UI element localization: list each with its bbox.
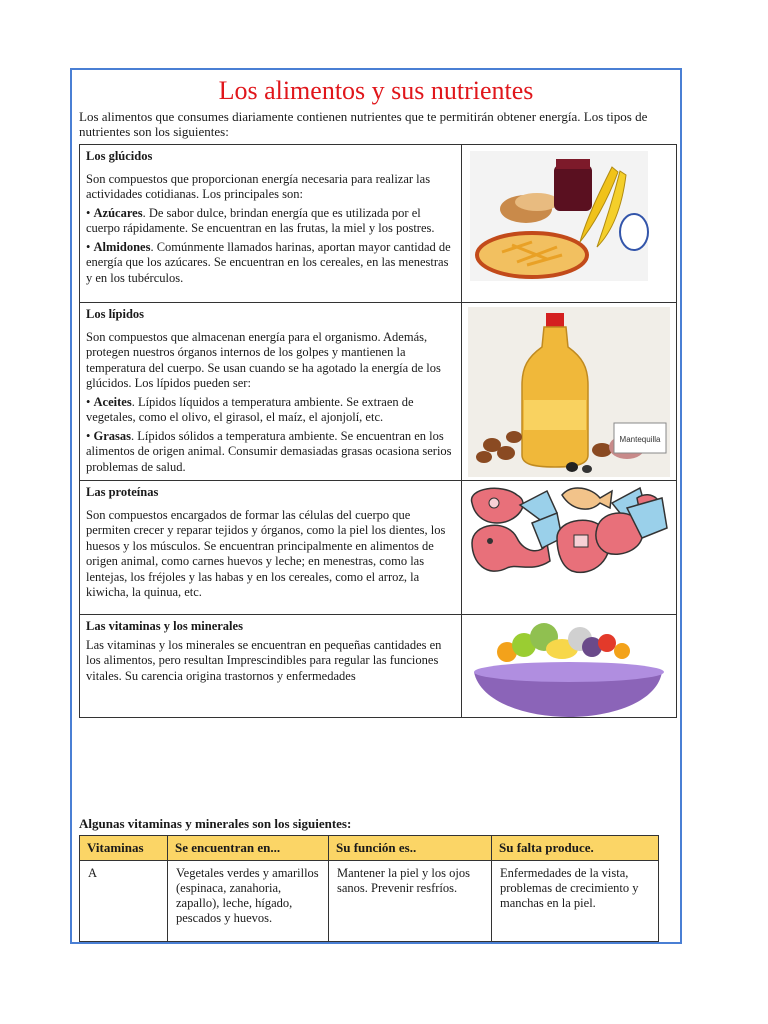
butter-label: Mantequilla bbox=[619, 435, 661, 444]
nutrient-text-cell bbox=[80, 615, 462, 718]
table-row bbox=[80, 145, 677, 303]
table-cell: Mantener la piel y los ojos sanos. Prevenir resfríos. bbox=[329, 861, 492, 942]
bullet-term: Azúcares bbox=[93, 205, 143, 220]
table-row bbox=[80, 615, 677, 718]
column-header: Su función es.. bbox=[329, 836, 492, 861]
bullet-term: Grasas bbox=[93, 428, 132, 443]
table-row bbox=[80, 303, 677, 481]
table-cell: A bbox=[80, 861, 168, 942]
table-header-row bbox=[80, 836, 659, 861]
table-cell: Enfermedades de la vista, problemas de crecimiento y manchas en la piel. bbox=[492, 861, 659, 942]
nutrient-text-cell bbox=[80, 145, 462, 303]
column-header: Su falta produce. bbox=[492, 836, 659, 861]
section-body: Son compuestos que proporcionan energía necesaria para realizar las actividades cotidianas. Los principales son: bbox=[86, 171, 431, 201]
meat-fish-cartoon-image bbox=[462, 483, 676, 613]
table-row bbox=[80, 481, 677, 615]
nutrient-image-cell bbox=[462, 615, 677, 718]
table-cell: Vegetales verdes y amarillos (espinaca, zanahoria, zapallo), leche, hígado, pescados y huevos. bbox=[168, 861, 329, 942]
bullet-text: . De sabor dulce, brindan energía que es utilizada por el cuerpo rápidamente. Se encuentran en las frutas, la miel y los postres. bbox=[86, 205, 435, 235]
section-heading: Las vitaminas y los minerales bbox=[86, 619, 243, 633]
column-header: Se encuentran en... bbox=[168, 836, 329, 861]
nutrient-image-cell bbox=[462, 481, 677, 615]
bullet-item: • Almidones. Comúnmente llamados harinas, aportan mayor cantidad de energía que los azúcares. Se encuentran en los cereales, en las menestras y en los tubérculos. bbox=[86, 239, 451, 285]
vitamins-subheading: Algunas vitaminas y minerales son los siguientes: bbox=[79, 816, 352, 831]
oil-bottle-nuts-butter-image bbox=[462, 305, 676, 479]
bread-pasta-jam-bananas-image bbox=[462, 147, 676, 297]
nutrient-image-cell bbox=[462, 303, 677, 481]
nutrients-table bbox=[79, 144, 677, 718]
section-body: Las vitaminas y los minerales se encuentran en pequeñas cantidades en los alimentos, pero resultan Imprescindibles para regular las funciones vitales. Su carencia origina trastornos y enfermedades bbox=[86, 637, 442, 683]
nutrient-text-cell bbox=[80, 303, 462, 481]
fruit-vegetable-bowl-image bbox=[462, 617, 676, 717]
nutrient-text-cell bbox=[80, 481, 462, 615]
page-title: Los alimentos y sus nutrientes bbox=[218, 76, 534, 105]
column-header: Vitaminas bbox=[80, 836, 168, 861]
vitamins-table bbox=[79, 835, 659, 942]
bullet-item: • Grasas. Lípidos sólidos a temperatura ambiente. Se encuentran en los alimentos de origen animal. Consumir demasiadas grasas ocasiona serios problemas de salud. bbox=[86, 428, 452, 474]
bullet-term: Almidones bbox=[93, 239, 151, 254]
section-heading: Los glúcidos bbox=[86, 149, 153, 163]
section-body: Son compuestos que almacenan energía para el organismo. Además, protegen nuestros órganos internos de los golpes y mantienen la temperatura del cuerpo. Se usan cuando se ha agotado la energía de los glúcidos. Los lípidos pueden ser: bbox=[86, 329, 441, 390]
nutrient-image-cell bbox=[462, 145, 677, 303]
bullet-text: . Lípidos líquidos a temperatura ambiente. Se extraen de vegetales, como el olivo, el girasol, el maíz, el ajonjolí, etc. bbox=[86, 394, 414, 424]
bullet-item: • Azúcares. De sabor dulce, brindan energía que es utilizada por el cuerpo rápidamente. Se encuentran en las frutas, la miel y los postres. bbox=[86, 205, 435, 235]
bullet-term: Aceites bbox=[93, 394, 132, 409]
section-heading: Los lípidos bbox=[86, 307, 145, 321]
bullet-item: • Aceites. Lípidos líquidos a temperatura ambiente. Se extraen de vegetales, como el olivo, el girasol, el maíz, el ajonjolí, etc. bbox=[86, 394, 414, 424]
bullet-text: . Comúnmente llamados harinas, aportan mayor cantidad de energía que los azúcares. Se encuentran en los cereales, en las menestras y en los tubérculos. bbox=[86, 239, 451, 285]
section-heading: Las proteínas bbox=[86, 485, 159, 499]
bullet-text: . Lípidos sólidos a temperatura ambiente. Se encuentran en los alimentos de origen animal. Consumir demasiadas grasas ocasiona serios problemas de salud. bbox=[86, 428, 452, 474]
section-body: Son compuestos encargados de formar las células del cuerpo que permiten crecer y reparar tejidos y órganos, como la piel los dientes, los huesos y los músculos. Se encuentran principalmente en alimentos de origen animal, como carnes huevos y leche; en menestras, como las lentejas, los fréjoles y las habas y en los cereales, como el arroz, la kiwicha, la quinua, etc. bbox=[86, 507, 446, 599]
intro-paragraph: Los alimentos que consumes diariamente contienen nutrientes que te permitirán obtener energía. Los tipos de nutrientes son los siguientes: bbox=[79, 109, 648, 139]
table-row bbox=[80, 861, 659, 942]
